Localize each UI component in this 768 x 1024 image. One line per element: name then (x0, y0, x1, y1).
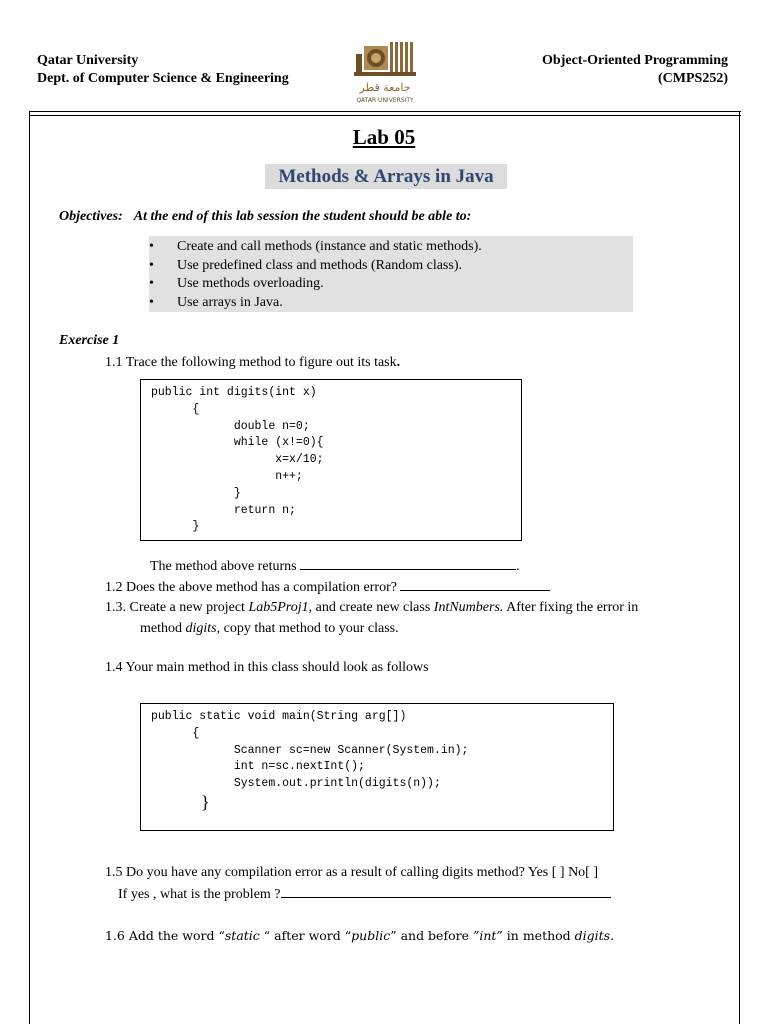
question-1-1-period: . (396, 355, 401, 370)
keyword-public: public (351, 928, 391, 943)
question-1-3-cont (140, 620, 399, 638)
course-name: Object-Oriented Programming (542, 53, 728, 68)
list-item: • Use arrays in Java. (149, 294, 482, 313)
header-rule-bottom (29, 115, 741, 116)
page-border-left (29, 111, 30, 1024)
keyword-int: ”int” (472, 928, 503, 943)
page-border-right (739, 111, 740, 1024)
code-digits-method: public int digits(int x) { double n=0; while (x!=0){ x=x/10; n++; } return n; } (151, 386, 324, 534)
question-1-2-text: 1.2 Does the above method has a compilation error? (105, 580, 397, 595)
q16-part: 1.6 Add the word “ (105, 928, 225, 943)
code-main-method: public static void main(String arg[]) { Scanner sc=new Scanner(System.in); int n=sc.nextInt(); System.out.println(digits(n)); (151, 710, 469, 791)
header-left (37, 52, 289, 88)
logo-english-text: QATAR UNIVERSITY (356, 97, 414, 104)
code-block-digits (140, 379, 522, 541)
returns-line (150, 557, 520, 576)
project-name: Lab5Proj1 (248, 600, 309, 615)
returns-text: The method above returns (150, 559, 297, 574)
q16-part: “ after word “ (259, 928, 352, 943)
exercise-heading: Exercise 1 (59, 333, 120, 348)
objectives-intro: At the end of this lab session the student should be able to: (133, 209, 472, 224)
answer-blank-problem[interactable] (281, 885, 611, 898)
list-item: • Create and call methods (instance and static methods). (149, 238, 482, 257)
returns-period: . (516, 559, 520, 574)
question-1-5: 1.5 Do you have any compilation error as a result of calling digits method? Yes [ ] No[ ] (105, 865, 599, 880)
question-1-2 (105, 578, 550, 597)
method-name: digits, (185, 621, 221, 636)
q13-part: After fixing the error in (503, 600, 639, 615)
question-1-3 (105, 599, 638, 617)
question-1-5-cont (118, 885, 611, 904)
question-1-4: 1.4 Your main method in this class should look as follows (105, 660, 429, 675)
university-name: Qatar University (37, 53, 139, 68)
q16-part: ” and before (390, 928, 473, 943)
question-1-1-text: 1.1 Trace the following method to figure out its task (105, 355, 397, 370)
qatar-university-logo (346, 40, 424, 104)
method-digits: digits (574, 928, 611, 943)
page-title: Lab 05 (352, 125, 416, 149)
code-block-main (140, 703, 614, 831)
class-name: IntNumbers. (433, 600, 504, 615)
list-item: • Use predefined class and methods (Random class). (149, 257, 482, 276)
q13-part: method (140, 621, 186, 636)
header-right (542, 52, 728, 88)
objectives-label: Objectives: (59, 209, 123, 224)
list-item: • Use methods overloading. (149, 275, 482, 294)
page-subtitle: Methods & Arrays in Java (265, 164, 507, 189)
objectives-list (149, 238, 482, 312)
answer-blank-returns[interactable] (300, 557, 516, 570)
question-1-6 (105, 927, 614, 945)
department-name: Dept. of Computer Science & Engineering (37, 71, 289, 86)
q16-part: . (610, 928, 615, 943)
header-rule-top (29, 111, 741, 112)
q16-part: in method (502, 928, 575, 943)
objectives-heading (59, 209, 471, 225)
q13-part: , and create new class (308, 600, 434, 615)
question-1-5-problem: If yes , what is the problem ? (118, 887, 281, 902)
q13-part: 1.3. Create a new project (105, 600, 249, 615)
q13-part: copy that method to your class. (220, 621, 399, 636)
question-1-1 (105, 354, 400, 372)
logo-arabic-text: جامعة قطر (359, 81, 411, 94)
keyword-static: static (224, 928, 260, 943)
answer-blank-compilation[interactable] (400, 578, 550, 591)
code-closing-brace: } (201, 792, 210, 812)
course-code: (CMPS252) (658, 71, 728, 86)
